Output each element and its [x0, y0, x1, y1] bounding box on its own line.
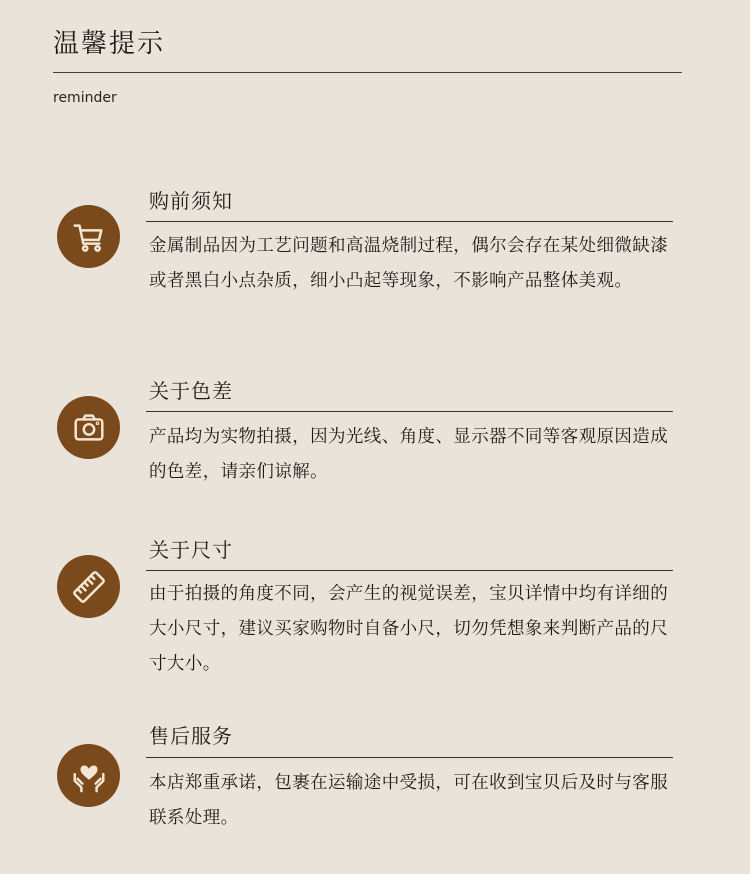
cart-icon: [57, 205, 120, 268]
section-body: 产品均为实物拍摄，因为光线、角度、显示器不同等客观原因造成的色差，请亲们谅解。: [149, 427, 669, 482]
section-body: 由于拍摄的角度不同，会产生的视觉误差，宝贝详情中均有详细的大小尺寸，建议买家购物时自备小尺，切勿凭想象来判断产品的尺寸大小。: [149, 584, 669, 674]
section-divider: [146, 757, 673, 758]
page-title: 温馨提示: [53, 29, 166, 59]
heart-hands-icon: [57, 744, 120, 807]
section-body: 金属制品因为工艺问题和高温烧制过程，偶尔会存在某处细微缺漆或者黑白小点杂质，细小凸起等现象，不影响产品整体美观。: [149, 236, 669, 291]
ruler-icon: [57, 555, 120, 618]
section-title: 关于色差: [149, 379, 233, 403]
section-title: 售后服务: [149, 724, 233, 748]
section-divider: [146, 411, 673, 412]
camera-icon: [57, 396, 120, 459]
section-body: 本店郑重承诺，包裹在运输途中受损，可在收到宝贝后及时与客服联系处理。: [149, 773, 669, 828]
section-title: 购前须知: [149, 189, 233, 213]
header-divider: [53, 72, 682, 73]
section-divider: [146, 221, 673, 222]
page-subtitle: reminder: [53, 90, 117, 106]
section-divider: [146, 570, 673, 571]
section-title: 关于尺寸: [149, 538, 233, 562]
